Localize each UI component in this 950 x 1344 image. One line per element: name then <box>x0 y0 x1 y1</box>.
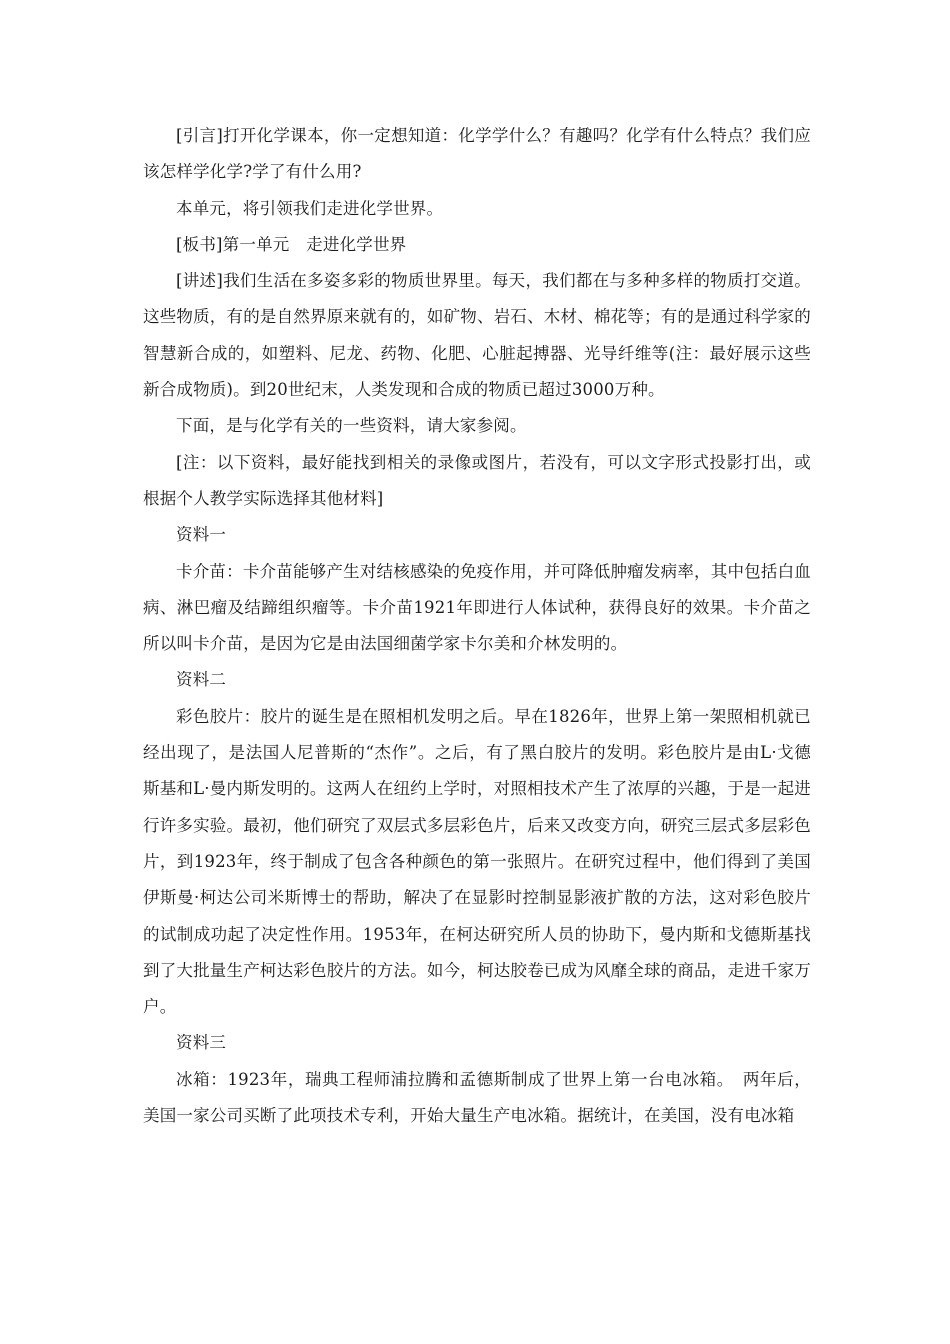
material-three-heading: 资料三 <box>176 1033 227 1053</box>
narration-paragraph: [讲述]我们生活在多姿多彩的物质世界里。每天，我们都在与多种多样的物质打交道。这些物质，有的是自然界原来就有的，如矿物、岩石、木材、棉花等；有的是通过科学家的智慧新合成的，如塑料、尼龙、药物、化肥、心脏起搏器、光导纤维等(注：最好展示这些新合成物质)。到20世纪末，人类发现和合成的物质已超过3000万种。 <box>143 271 811 400</box>
material-two-paragraph: 彩色胶片：胶片的诞生是在照相机发明之后。早在1826年，世界上第一架照相机就已经出现了，是法国人尼普斯的“杰作”。之后，有了黑白胶片的发明。彩色胶片是由L·戈德斯基和L·曼内斯发明的。这两人在纽约上学时，对照相技术产生了浓厚的兴趣，于是一起进行许多实验。最初，他们研究了双层式多层彩色片，后来又改变方向，研究三层式多层彩色片，到1923年，终于制成了包含各种颜色的第一张照片。在研究过程中，他们得到了美国伊斯曼·柯达公司米斯博士的帮助，解决了在显影时控制显影液扩散的方法，这对彩色胶片的试制成功起了决定性作用。1953年，在柯达研究所人员的协助下，曼内斯和戈德斯基找到了大批量生产柯达彩色胶片的方法。如今，柯达胶卷已成为风靡全球的商品，走进千家万户。 <box>143 706 811 1017</box>
material-two-heading: 资料二 <box>176 670 227 690</box>
materials-intro-paragraph: 下面，是与化学有关的一些资料，请大家参阅。 <box>176 416 527 436</box>
note-paragraph: [注：以下资料，最好能找到相关的录像或图片，若没有，可以文字形式投影打出，或根据个人教学实际选择其他材料] <box>143 452 811 508</box>
material-three-paragraph: 冰箱：1923年，瑞典工程师浦拉腾和孟德斯制成了世界上第一台电冰箱。 两年后，美国一家公司买断了此项技术专利，开始大量生产电冰箱。据统计，在美国，没有电冰箱 <box>143 1069 811 1126</box>
material-one-heading: 资料一 <box>176 525 227 545</box>
intro-paragraph: [引言]打开化学课本，你一定想知道：化学学什么？有趣吗？化学有什么特点？我们应该怎样学化学?学了有什么用? <box>143 126 811 182</box>
material-one-paragraph: 卡介苗：卡介苗能够产生对结核感染的免疫作用，并可降低肿瘤发病率，其中包括白血病、淋巴瘤及结蹄组织瘤等。卡介苗1921年即进行人体试种，获得良好的效果。卡介苗之所以叫卡介苗，是因为它是由法国细菌学家卡尔美和介林发明的。 <box>143 561 811 654</box>
unit-intro-paragraph: 本单元，将引领我们走进化学世界。 <box>176 198 444 218</box>
blackboard-heading: [板书]第一单元 走进化学世界 <box>176 234 407 254</box>
document-body <box>143 118 811 1134</box>
